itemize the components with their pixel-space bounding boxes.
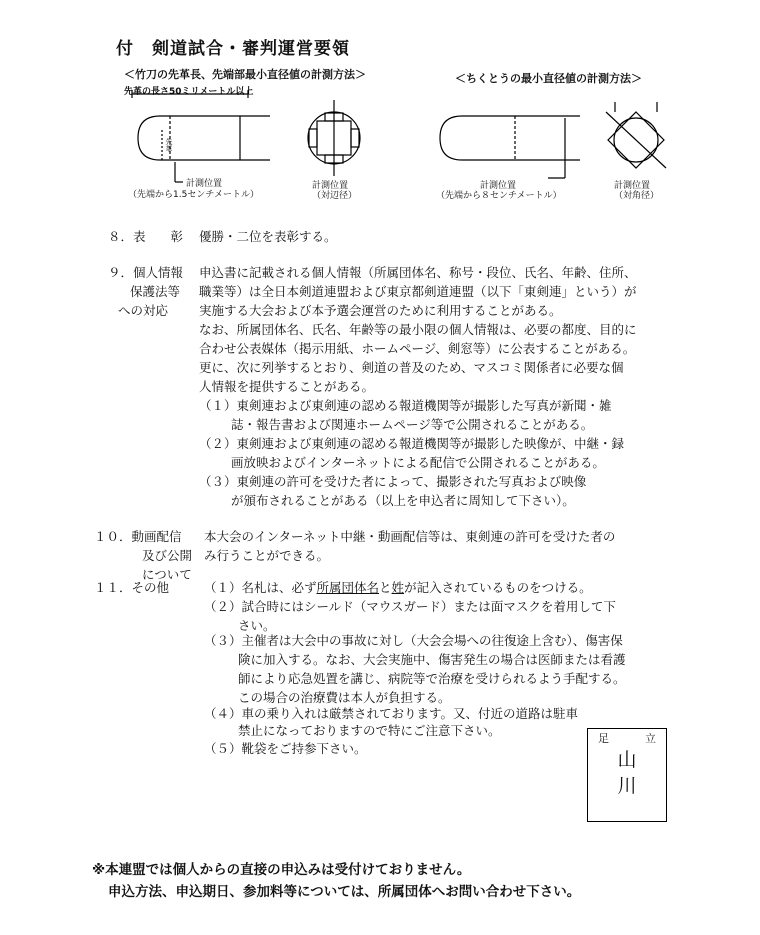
item-1-prefix: （１）名札は、必ず <box>204 580 317 595</box>
stamp-header <box>588 730 666 746</box>
right-section-label: 計測位置 <box>614 181 651 191</box>
stamp-header-right: 立 <box>645 732 656 745</box>
item-1-underline-group: 所属団体名 <box>316 580 380 595</box>
section-9-item-1: （１）東剣連および東剣連の認める報道機関等が撮影した写真が新聞・雑 <box>199 398 612 413</box>
section-8-label: ８．表 彰 <box>108 229 184 244</box>
section-9-line: 実施する大会および本予選会運営のために利用することがある。 <box>199 303 562 318</box>
stamp-name-1: 山 <box>617 749 637 771</box>
notice-line-2: 申込方法、申込期日、参加料等については、所属団体へお問い合わせ下さい。 <box>108 884 581 900</box>
left-section-label: 計測位置 <box>312 181 349 191</box>
page-title: 付 剣道試合・審判運営要領 <box>116 39 350 59</box>
section-11-item-2-cont: さい。 <box>238 618 276 633</box>
section-10-label-1: １０．動画配信 <box>94 529 182 544</box>
section-9-label-3: への対応 <box>118 303 169 318</box>
section-10-line: み行うことができる。 <box>204 548 330 563</box>
right-shinai-drawing <box>440 116 580 178</box>
left-figure-caption: ＜竹刀の先革長、先端部最小直径値の計測方法＞ <box>124 68 366 81</box>
item-1-suffix: が記入されているものをつける。 <box>404 580 592 595</box>
stamp-name-2: 川 <box>617 775 637 797</box>
section-9-line: 更に、次に列挙するとおり、剣道の普及のため、マスコミ関係者に必要な個 <box>199 360 624 375</box>
stamp-box <box>587 728 667 822</box>
section-8-body: 優勝・二位を表彰する。 <box>199 229 337 244</box>
right-pos-detail: （先端から８センチメートル） <box>436 191 562 201</box>
section-11-item-3-cont: この場合の治療費は本人が負担する。 <box>238 690 451 705</box>
section-10-line: 本大会のインターネット中継・動画配信等は、東剣連の許可を受けた者の <box>204 529 616 544</box>
section-11-item-1 <box>204 578 592 597</box>
left-pos-label: 計測位置 <box>186 179 223 189</box>
section-9-label-1: ９．個人情報 <box>108 265 184 280</box>
left-shinai-drawing <box>132 90 270 182</box>
left-sakigawa-label: 先革 <box>165 138 173 152</box>
right-section-drawing <box>606 102 666 168</box>
section-9-item-1-cont: 誌・報告書および関連ホームページ等で公開されることがある。 <box>231 417 594 432</box>
section-9-label-2: 保護法等 <box>130 284 181 299</box>
section-9-item-3-cont: が頒布されることがある（以上を申込者に周知して下さい）。 <box>231 493 575 508</box>
section-11-label: １１．その他 <box>94 580 170 595</box>
section-11-item-5: （５）靴袋をご持参下さい。 <box>204 741 367 756</box>
left-figure-note: 先革の長さ50ミリメートル以上 <box>124 87 254 97</box>
section-11-item-3-cont: 師により応急処置を講じ、病院等で治療を受けられるよう手配する。 <box>238 671 626 686</box>
section-9-line: 合わせ公表媒体（掲示用紙、ホームページ、剣窓等）に公表することがある。 <box>199 341 636 356</box>
right-section-detail: （対角径） <box>614 191 660 201</box>
section-9-line: 申込書に記載される個人情報（所属団体名、称号・段位、氏名、年齢、住所、 <box>199 265 637 280</box>
section-11-item-4: （４）車の乗り入れは厳禁されております。又、付近の道路は駐車 <box>204 706 579 721</box>
item-1-and: と <box>379 580 392 595</box>
stamp-header-left: 足 <box>598 732 609 745</box>
right-figure-caption: ＜ちくとうの最小直径値の計測方法＞ <box>455 72 642 85</box>
section-9-item-2-cont: 画放映およびインターネットによる配信で公開されることがある。 <box>231 455 605 470</box>
section-9-line: 職業等）は全日本剣道連盟および東京都剣道連盟（以下「東剣連」という）が <box>199 284 637 299</box>
notice-line-1: ※本連盟では個人からの直接の申込みは受付けておりません。 <box>92 862 471 878</box>
section-10-label-2: 及び公開 <box>142 548 193 563</box>
section-9-line: 人情報を提供することがある。 <box>199 379 375 394</box>
right-pos-label: 計測位置 <box>480 181 517 191</box>
left-section-detail: （対辺径） <box>312 191 358 201</box>
left-pos-detail: （先端から1.5センチメートル） <box>128 190 259 200</box>
section-11-item-2: （２）試合時にはシールド（マウスガード）または面マスクを着用して下 <box>204 599 616 614</box>
section-11-item-4-cont: 禁止になっておりますので特にご注意下さい。 <box>238 723 501 738</box>
section-10-label-3: について <box>142 567 192 582</box>
section-9-item-2: （２）東剣連および東剣連の認める報道機関等が撮影した映像が、中継・録 <box>199 436 625 451</box>
section-9-item-3: （３）東剣連の許可を受けた者によって、撮影された写真および映像 <box>199 474 587 489</box>
section-9-line: なお、所属団体名、氏名、年齢等の最小限の個人情報は、必要の都度、目的に <box>199 322 637 337</box>
item-1-underline-surname: 姓 <box>391 580 405 595</box>
left-section-drawing <box>308 100 360 176</box>
section-11-item-3-cont: 険に加入する。なお、大会実施中、傷害発生の場合は医師または看護 <box>238 652 626 667</box>
section-11-item-3: （３）主催者は大会中の事故に対し（大会会場への往復途上含む）、傷害保 <box>204 633 623 648</box>
